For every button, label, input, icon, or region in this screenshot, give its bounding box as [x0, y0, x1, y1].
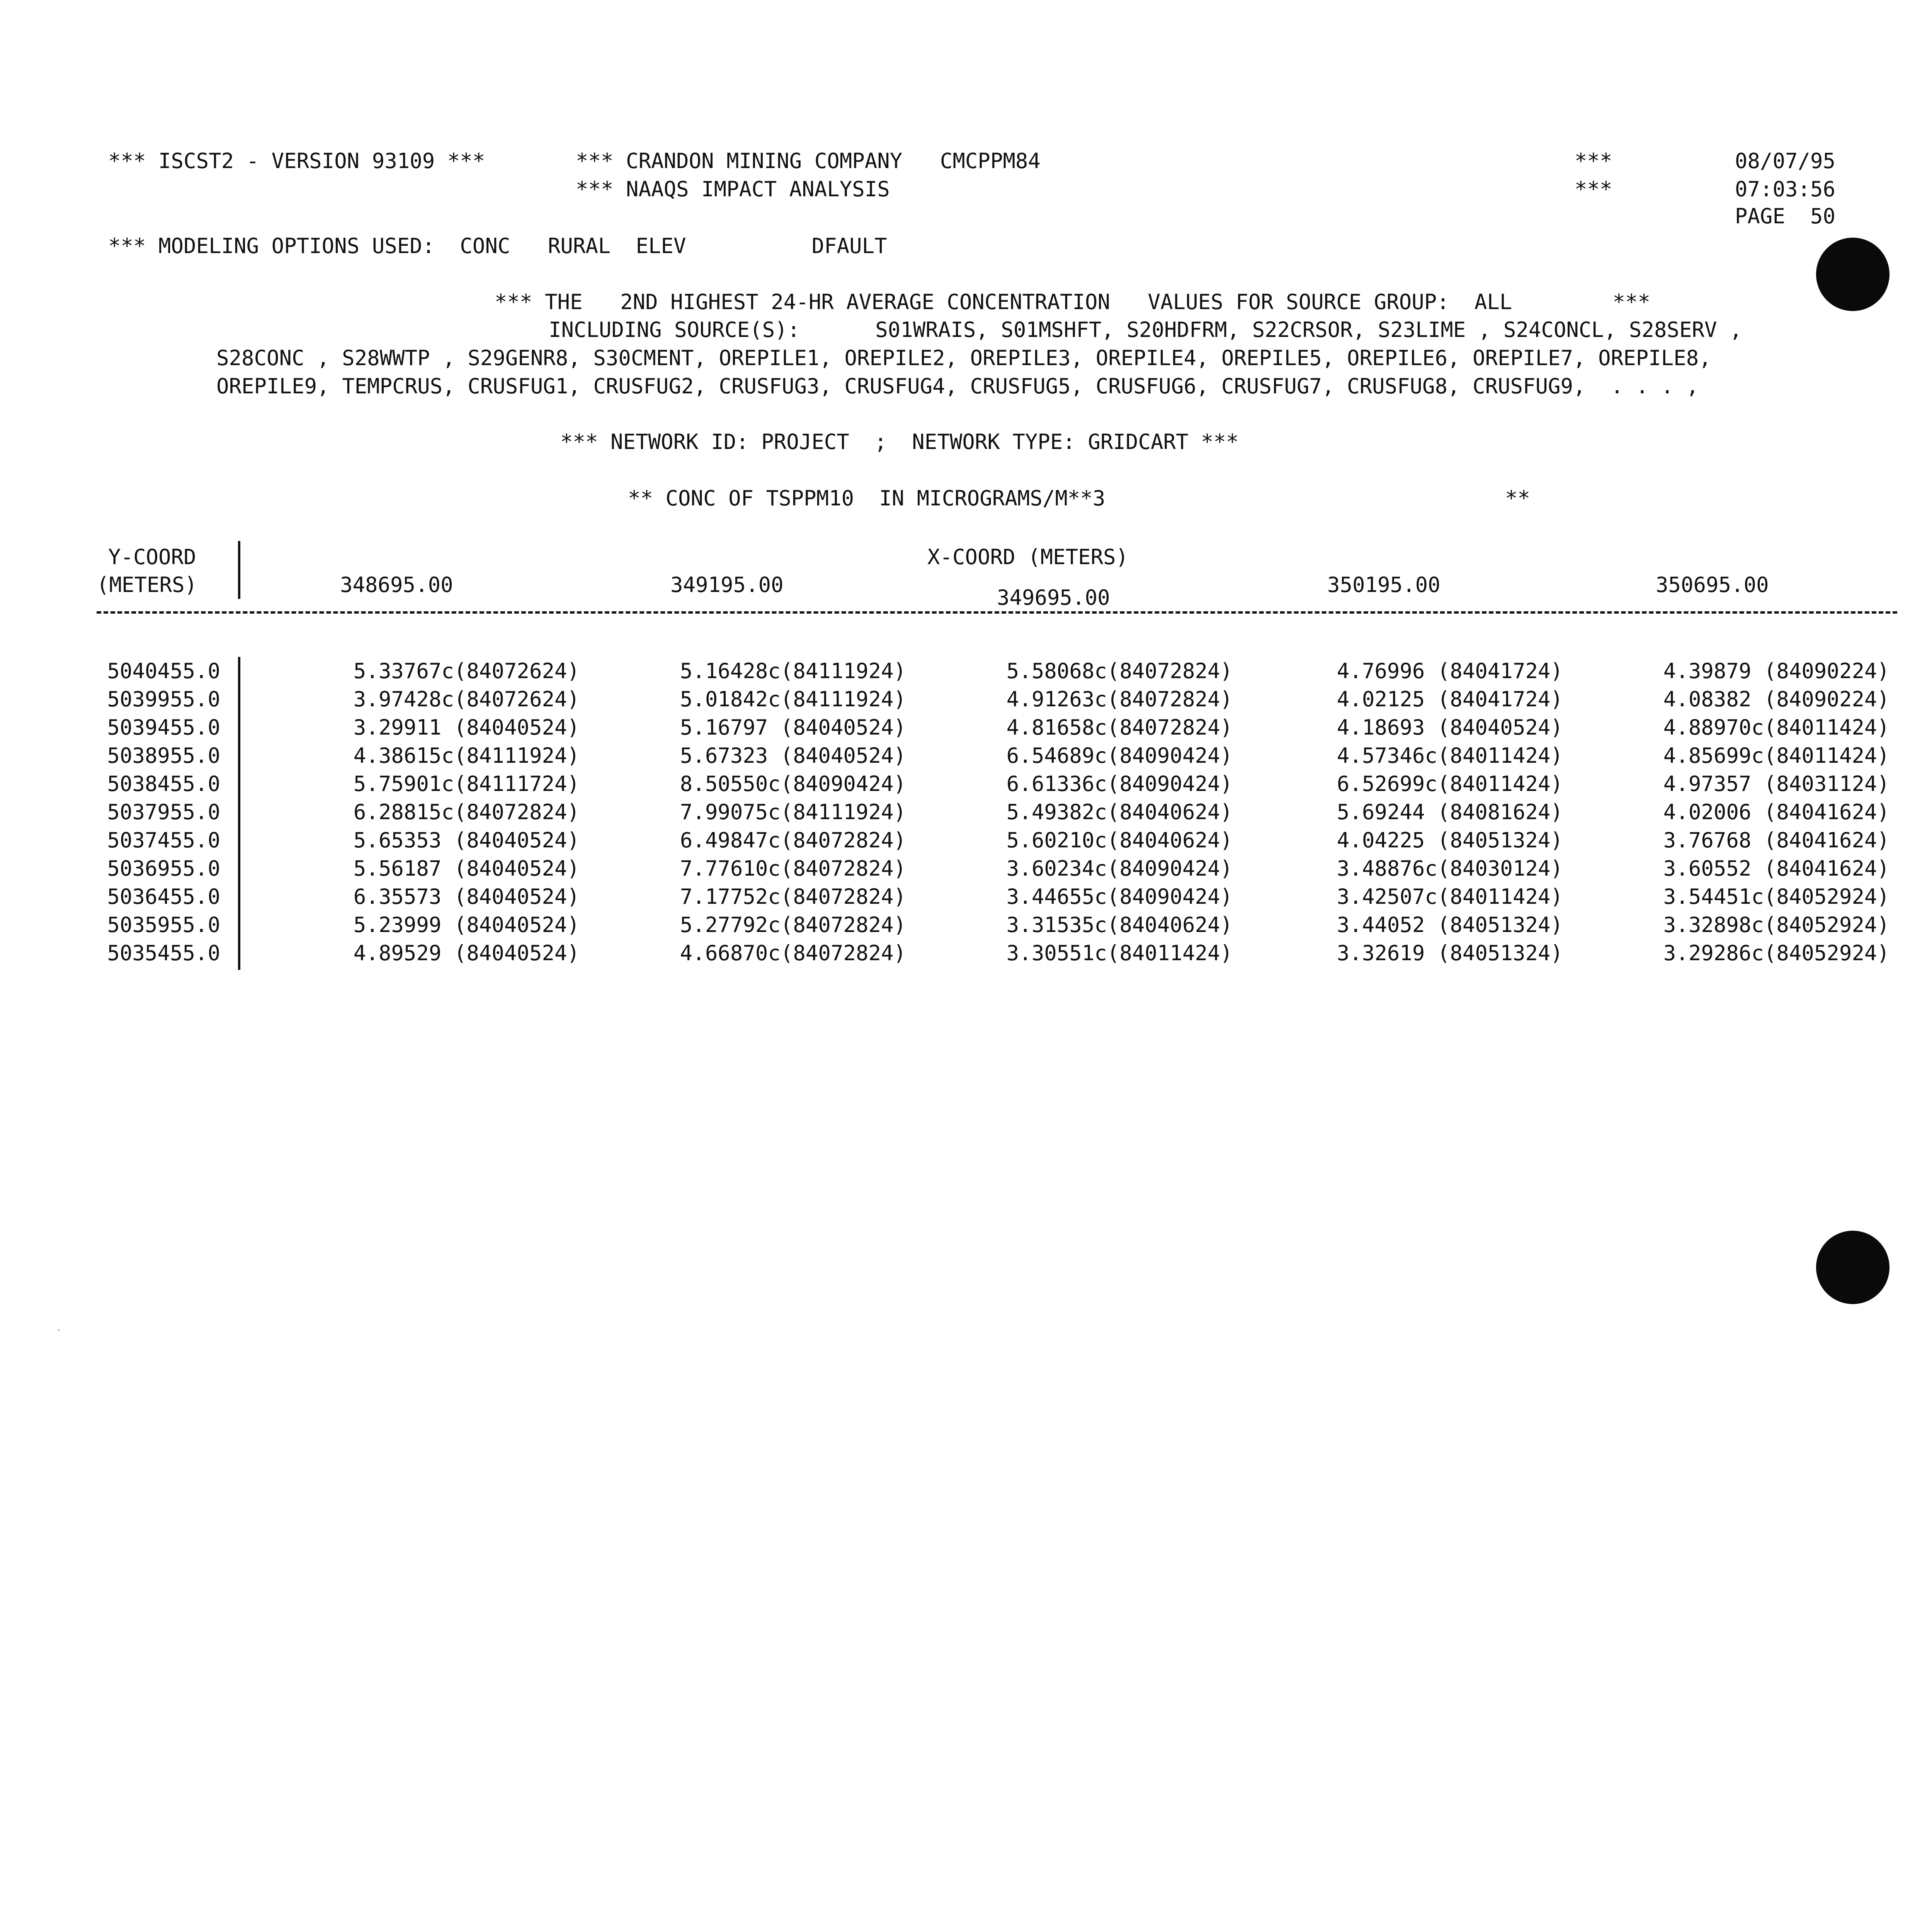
- concentration-cell: 6.61336c(84090424): [1006, 772, 1233, 796]
- concentration-cell: 4.91263c(84072824): [1006, 687, 1233, 711]
- concentration-cell: 3.76768 (84041624): [1663, 828, 1889, 852]
- source-list-line: S28CONC , S28WWTP , S29GENR8, S30CMENT, OREPILE1, OREPILE2, OREPILE3, OREPILE4, OREPILE5, OREPILE6, OREPILE7, OREPILE8,: [216, 346, 1711, 370]
- concentration-cell: 8.50550c(84090424): [680, 772, 906, 796]
- concentration-cell: 6.54689c(84090424): [1006, 743, 1233, 768]
- concentration-cell: 3.32619 (84051324): [1337, 941, 1563, 965]
- column-header: 348695.00: [340, 573, 453, 597]
- concentration-cell: 4.76996 (84041724): [1337, 659, 1563, 683]
- concentration-cell: 4.38615c(84111924): [353, 743, 580, 768]
- concentration-cell: 3.42507c(84011424): [1337, 884, 1563, 909]
- report-title: *** THE 2ND HIGHEST 24-HR AVERAGE CONCENTRATION VALUES FOR SOURCE GROUP: ALL ***: [495, 290, 1650, 314]
- concentration-cell: 3.44052 (84051324): [1337, 913, 1563, 937]
- concentration-cell: 5.58068c(84072824): [1006, 659, 1233, 683]
- table-vertical-rule: [238, 541, 240, 599]
- concentration-cell: 5.60210c(84040624): [1006, 828, 1233, 852]
- y-coordinate: 5038955.0: [107, 743, 220, 768]
- report-time: 07:03:56: [1735, 177, 1835, 201]
- column-header: 349695.00: [997, 585, 1110, 610]
- report-date: 08/07/95: [1735, 149, 1835, 173]
- concentration-cell: 4.89529 (84040524): [353, 941, 580, 965]
- ycoord-units: (METERS): [97, 573, 197, 597]
- company-line: *** CRANDON MINING COMPANY CMCPPM84: [576, 149, 1041, 173]
- concentration-cell: 3.54451c(84052924): [1663, 884, 1889, 909]
- concentration-cell: 5.67323 (84040524): [680, 743, 906, 768]
- source-list-line: INCLUDING SOURCE(S): S01WRAIS, S01MSHFT, S20HDFRM, S22CRSOR, S23LIME , S24CONCL, S28SERV ,: [549, 318, 1742, 342]
- concentration-cell: 4.57346c(84011424): [1337, 743, 1563, 768]
- concentration-cell: 4.66870c(84072824): [680, 941, 906, 965]
- concentration-cell: 7.77610c(84072824): [680, 856, 906, 881]
- xcoord-label: X-COORD (METERS): [927, 545, 1129, 569]
- y-coordinate: 5039955.0: [107, 687, 220, 711]
- concentration-cell: 3.60552 (84041624): [1663, 856, 1889, 881]
- concentration-cell: 5.33767c(84072624): [353, 659, 580, 683]
- y-coordinate: 5040455.0: [107, 659, 220, 683]
- conc-units-line: ** CONC OF TSPPM10 IN MICROGRAMS/M**3: [628, 486, 1105, 510]
- concentration-cell: 6.52699c(84011424): [1337, 772, 1563, 796]
- concentration-cell: 3.31535c(84040624): [1006, 913, 1233, 937]
- header-dashed-rule: [97, 611, 1897, 614]
- y-coordinate: 5037455.0: [107, 828, 220, 852]
- concentration-cell: 4.18693 (84040524): [1337, 715, 1563, 740]
- concentration-cell: 6.28815c(84072824): [353, 800, 580, 824]
- concentration-cell: 3.32898c(84052924): [1663, 913, 1889, 937]
- concentration-cell: 3.48876c(84030124): [1337, 856, 1563, 881]
- page-number: PAGE 50: [1735, 204, 1835, 228]
- y-coordinate: 5039455.0: [107, 715, 220, 740]
- concentration-cell: 5.16428c(84111924): [680, 659, 906, 683]
- concentration-cell: 3.60234c(84090424): [1006, 856, 1233, 881]
- scan-speck: [58, 1329, 60, 1331]
- header-stars: ***: [1575, 177, 1612, 201]
- concentration-cell: 4.39879 (84090224): [1663, 659, 1889, 683]
- network-info: *** NETWORK ID: PROJECT ; NETWORK TYPE: GRIDCART ***: [560, 430, 1239, 454]
- concentration-cell: 4.04225 (84051324): [1337, 828, 1563, 852]
- concentration-cell: 3.44655c(84090424): [1006, 884, 1233, 909]
- binder-hole-middle: [1816, 1231, 1889, 1304]
- concentration-cell: 6.35573 (84040524): [353, 884, 580, 909]
- y-coordinate: 5036455.0: [107, 884, 220, 909]
- conc-units-stars: **: [1505, 486, 1531, 510]
- concentration-cell: 4.02006 (84041624): [1663, 800, 1889, 824]
- concentration-cell: 4.97357 (84031124): [1663, 772, 1889, 796]
- y-coordinate: 5035955.0: [107, 913, 220, 937]
- concentration-cell: 3.30551c(84011424): [1006, 941, 1233, 965]
- y-coordinate: 5037955.0: [107, 800, 220, 824]
- concentration-cell: 4.08382 (84090224): [1663, 687, 1889, 711]
- analysis-line: *** NAAQS IMPACT ANALYSIS: [576, 177, 890, 201]
- concentration-cell: 3.29911 (84040524): [353, 715, 580, 740]
- ycoord-label: Y-COORD: [108, 545, 196, 569]
- column-header: 349195.00: [670, 573, 784, 597]
- source-list-line: OREPILE9, TEMPCRUS, CRUSFUG1, CRUSFUG2, CRUSFUG3, CRUSFUG4, CRUSFUG5, CRUSFUG6, CRUSFUG7, CRUSFUG8, CRUSFUG9, . . . ,: [216, 374, 1699, 398]
- concentration-cell: 3.29286c(84052924): [1663, 941, 1889, 965]
- column-header: 350195.00: [1327, 573, 1440, 597]
- concentration-cell: 4.02125 (84041724): [1337, 687, 1563, 711]
- concentration-cell: 5.01842c(84111924): [680, 687, 906, 711]
- concentration-cell: 5.23999 (84040524): [353, 913, 580, 937]
- modeling-options: *** MODELING OPTIONS USED: CONC RURAL ELEV DFAULT: [108, 234, 887, 258]
- concentration-cell: 5.27792c(84072824): [680, 913, 906, 937]
- concentration-cell: 5.16797 (84040524): [680, 715, 906, 740]
- concentration-cell: 5.56187 (84040524): [353, 856, 580, 881]
- concentration-cell: 5.65353 (84040524): [353, 828, 580, 852]
- concentration-cell: 5.49382c(84040624): [1006, 800, 1233, 824]
- concentration-cell: 7.17752c(84072824): [680, 884, 906, 909]
- y-coordinate: 5036955.0: [107, 856, 220, 881]
- header-stars: ***: [1575, 149, 1612, 173]
- concentration-cell: 4.88970c(84011424): [1663, 715, 1889, 740]
- concentration-cell: 6.49847c(84072824): [680, 828, 906, 852]
- concentration-cell: 4.85699c(84011424): [1663, 743, 1889, 768]
- y-coordinate: 5035455.0: [107, 941, 220, 965]
- column-header: 350695.00: [1656, 573, 1769, 597]
- concentration-cell: 5.75901c(84111724): [353, 772, 580, 796]
- binder-hole-top: [1816, 238, 1889, 311]
- program-version: *** ISCST2 - VERSION 93109 ***: [108, 149, 485, 173]
- concentration-cell: 3.97428c(84072624): [353, 687, 580, 711]
- y-coordinate: 5038455.0: [107, 772, 220, 796]
- concentration-cell: 4.81658c(84072824): [1006, 715, 1233, 740]
- concentration-cell: 7.99075c(84111924): [680, 800, 906, 824]
- concentration-cell: 5.69244 (84081624): [1337, 800, 1563, 824]
